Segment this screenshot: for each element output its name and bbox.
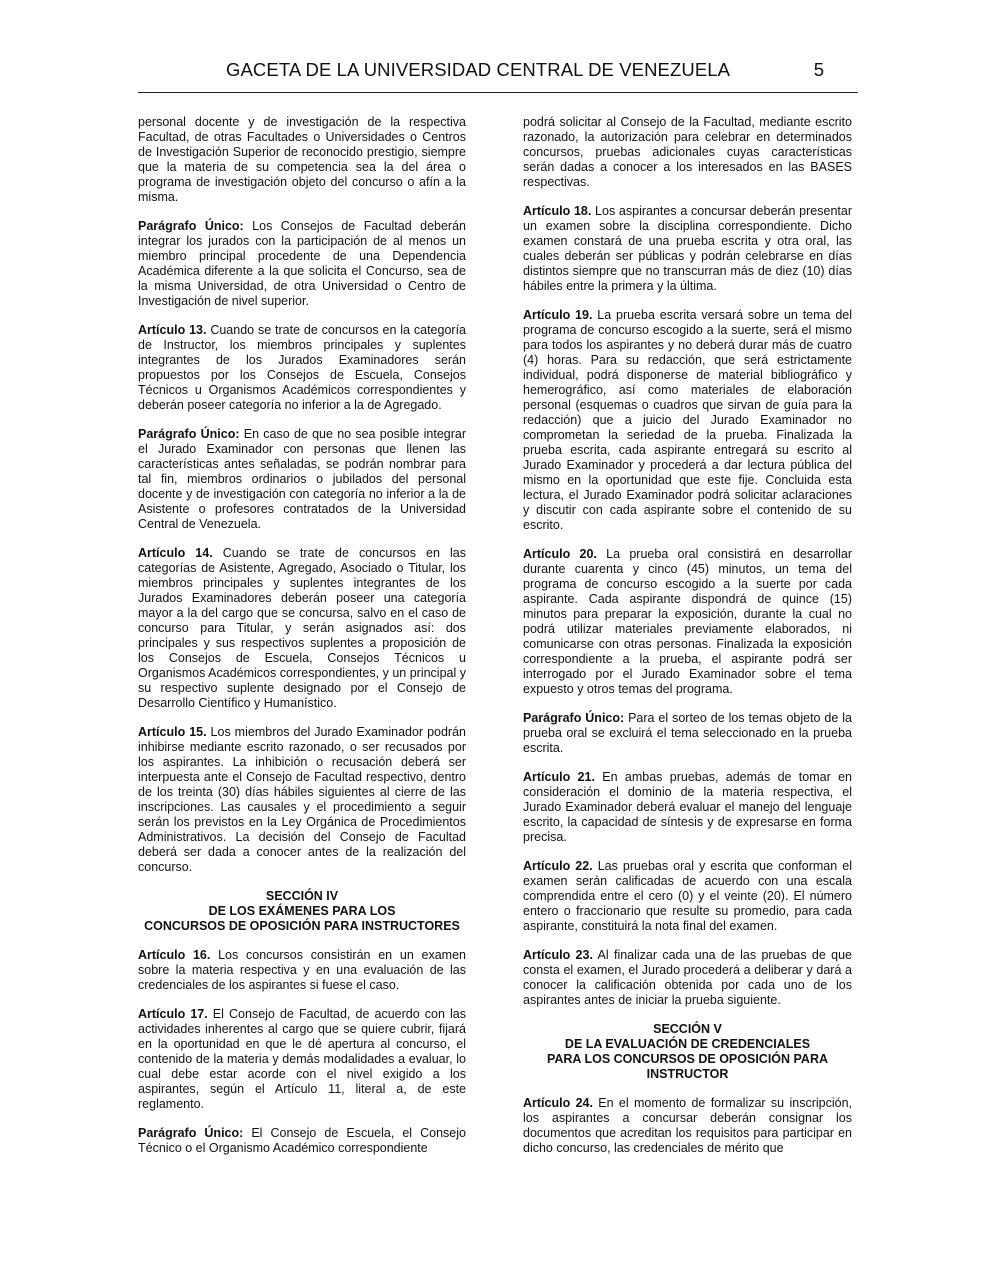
paragraph-label: Artículo 18. xyxy=(523,204,592,218)
paragrafo-unico xyxy=(523,711,852,756)
paragraph-label: Artículo 14. xyxy=(138,546,213,560)
paragraph-text: Cuando se trate de concursos en las categorías de Asistente, Agregado, Asociado o Titular, los miembros principales y suplentes integrantes de los Jurados Examinadores deberán poseer una categoría mayor a la del cargo que se concursa, salvo en el caso de concurso para Titular, y serán asignados así: dos principales y sus respectivos suplentes a proposición de los Consejos de Escuela, Consejos Técnicos u Organismos Académicos correspondientes, y un principal y su respectivo suplente designado por el Consejo de Desarrollo Científico y Humanístico. xyxy=(138,546,466,710)
section-heading-line: SECCIÓN IV xyxy=(265,889,339,903)
section-heading-line: PARA LOS CONCURSOS DE OPOSICIÓN PARA xyxy=(546,1052,829,1066)
paragraph-label: Artículo 19. xyxy=(523,308,593,322)
paragraph-label: Artículo 16. xyxy=(138,948,211,962)
articulo-21 xyxy=(523,770,852,845)
paragraph-label: Artículo 20. xyxy=(523,547,597,561)
paragraph-text: Los concursos consistirán en un examen sobre la materia respectiva y en una evaluación de las credenciales de los aspirantes si fuese el caso. xyxy=(138,948,466,992)
section-iv-heading xyxy=(138,889,466,934)
right-column xyxy=(523,115,852,1170)
paragraph-text: Cuando se trate de concursos en la categoría de Instructor, los miembros principales y suplentes integrantes de los Jurados Examinadores serán propuestos por los Consejos de Escuela, Consejos Técnicos u Organismos Académicos correspondientes y deberán poseer categoría no inferior a la de Agregado. xyxy=(138,323,466,412)
paragraph-text: Al finalizar cada una de las pruebas de que consta el examen, el Jurado procederá a deliberar y dará a conocer la calificación obtenida por cada uno de los aspirantes antes de iniciar la prueba siguiente. xyxy=(523,948,853,1007)
paragraph-text: Los Consejos de Facultad deberán integrar los jurados con la participación de al menos un miembro principal procedente de una Dependencia Académica diferente a la que solicita el Concurso, sea de la misma Universidad, de otra Universidad o Centro de Investigación de nivel superior. xyxy=(138,219,466,308)
paragrafo-unico xyxy=(138,1126,466,1156)
articulo-14 xyxy=(138,546,466,711)
paragraph-label: Artículo 13. xyxy=(138,323,207,337)
section-v-heading xyxy=(523,1022,852,1082)
paragraph-label: Artículo 24. xyxy=(523,1096,593,1110)
paragraph-text: En el momento de formalizar su inscripción, los aspirantes a concursar deberán consignar los documentos que acreditan los requisitos para participar en dicho concurso, las credenciales de mérito que xyxy=(523,1096,852,1155)
paragraph-label: Artículo 17. xyxy=(138,1007,208,1021)
paragraph-label: Artículo 22. xyxy=(523,859,593,873)
paragraph-label: Parágrafo Único: xyxy=(138,1126,244,1140)
paragraph-text: Para el sorteo de los temas objeto de la prueba oral se excluirá el tema seleccionado en la prueba escrita. xyxy=(523,711,852,755)
paragraph-label: Parágrafo Único: xyxy=(138,427,240,441)
paragraph-label: Parágrafo Único: xyxy=(523,711,625,725)
section-heading-line: CONCURSOS DE OPOSICIÓN PARA INSTRUCTORES xyxy=(144,919,460,933)
section-heading-line: SECCIÓN V xyxy=(653,1022,722,1036)
section-heading-line: DE LA EVALUACIÓN DE CREDENCIALES xyxy=(564,1037,811,1051)
paragraph-text: El Consejo de Escuela, el Consejo Técnico o el Organismo Académico correspondiente xyxy=(138,1126,466,1155)
section-heading-line: INSTRUCTOR xyxy=(646,1067,729,1081)
paragraph-text: La prueba oral consistirá en desarrollar durante cuarenta y cinco (45) minutos, un tema del programa de concurso escogido a la suerte por cada aspirante. Cada aspirante dispondrá de quince (15) minutos para preparar la exposición, durante la cual no podrá utilizar materiales previamente elaborados, ni comunicarse con otras personas. Finalizada la exposición correspondiente a la prueba, el aspirante podrá ser interrogado por el Jurado Examinador sobre el tema expuesto y otros temas del programa. xyxy=(523,547,852,696)
articulo-22 xyxy=(523,859,852,934)
paragraph-text: En caso de que no sea posible integrar el Jurado Examinador con personas que llenen las características antes señaladas, se podrán nombrar para tal fin, miembros ordinarios o jubilados del personal docente y de investigación con categoría no inferior a la de Asistente o profesores contratados de la Universidad Central de Venezuela. xyxy=(138,427,466,531)
paragraph-text: La prueba escrita versará sobre un tema del programa de concurso escogido a la suerte, será el mismo para todos los aspirantes y no deberá durar más de cuatro (4) horas. Para su redacción, que será estrictamente individual, podrá disponerse de material bibliográfico y hemerográfico, así como materiales de elaboración personal (esquemas o cuadros que sirvan de guía para la redacción) que a juicio del Jurado Examinador no comprometan la seriedad de la prueba. Finalizada la prueba escrita, cada aspirante entregará su escrito al Jurado Examinador y procederá a dar lectura pública del mismo en la oportunidad que este fije. Concluida esta lectura, el Jurado Examinador podrá solicitar aclaraciones y discutir con cada aspirante sobre el contenido de su escrito. xyxy=(523,308,853,532)
articulo-15 xyxy=(138,725,466,875)
paragrafo-unico xyxy=(138,219,466,309)
articulo-23 xyxy=(523,948,852,1008)
articulo-17 xyxy=(138,1007,466,1112)
page-number: 5 xyxy=(813,59,824,80)
paragraph-text: Los aspirantes a concursar deberán presentar un examen sobre la disciplina correspondiente. Dicho examen constará de una prueba escrita y otra oral, las cuales deberán ser públicas y podrán celebrarse en días distintos siempre que no transcurran más de diez (10) días hábiles entre la primera y la última. xyxy=(523,204,852,293)
paragraph-label: Artículo 15. xyxy=(138,725,207,739)
gazette-title: GACETA DE LA UNIVERSIDAD CENTRAL DE VENEZUELA xyxy=(226,59,731,80)
paragraph-label: Artículo 21. xyxy=(523,770,595,784)
paragraph-text: El Consejo de Facultad, de acuerdo con las actividades inherentes al cargo que se quiere cubrir, fijará en la oportunidad en que le dé apertura al concurso, el contenido de la materia y demás modalidades a evaluar, lo cual debe estar acorde con el nivel exigido a los aspirantes, según el Artículo 11, literal a, de este reglamento. xyxy=(138,1007,466,1111)
articulo-18 xyxy=(523,204,852,294)
articulo-19 xyxy=(523,308,852,533)
left-column xyxy=(138,115,466,1170)
paragraph-text: En ambas pruebas, además de tomar en consideración el dominio de la materia respectiva, el Jurado Examinador deberá evaluar el manejo del lenguaje escrito, la capacidad de síntesis y de expresarse en forma precisa. xyxy=(523,770,853,844)
paragraph-text: Los miembros del Jurado Examinador podrán inhibirse mediante escrito razonado, o ser recusados por los aspirantes. La inhibición o recusación deberá ser interpuesta ante el Consejo de Facultad respectivo, dentro de los treinta (30) días hábiles siguientes al cierre de las inscripciones. Las causales y el procedimiento a seguir serán los previstos en la Ley Orgánica de Procedimientos Administrativos. La decisión del Consejo de Facultad deberá ser dada a conocer antes de la realización del concurso. xyxy=(138,725,466,874)
paragraph-text: Las pruebas oral y escrita que conforman el examen serán calificadas de acuerdo con una escala comprendida entre el cero (0) y el veinte (20). El número entero o fraccionario que resulte su promedio, para cada aspirante, constituirá la nota final del examen. xyxy=(523,859,852,933)
articulo-13 xyxy=(138,323,466,413)
articulo-24 xyxy=(523,1096,852,1156)
articulo-20 xyxy=(523,547,852,697)
paragraph: personal docente y de investigación de la respectiva Facultad, de otras Facultades o Universidades o Centros de Investigación Superior de reconocido prestigio, siempre que la materia de su competencia sea la del área o programa de investigación objeto del concurso o afín a la misma. xyxy=(138,115,466,204)
paragraph-label: Parágrafo Único: xyxy=(138,219,244,233)
page-header xyxy=(138,56,858,93)
articulo-16 xyxy=(138,948,466,993)
paragraph-label: Artículo 23. xyxy=(523,948,593,962)
paragrafo-unico xyxy=(138,427,466,532)
paragraph: podrá solicitar al Consejo de la Facultad, mediante escrito razonado, la autorización para celebrar en determinados concursos, pruebas adicionales cuyas características serán dadas a conocer a los interesados en las BASES respectivas. xyxy=(523,115,852,189)
section-heading-line: DE LOS EXÁMENES PARA LOS xyxy=(208,904,396,918)
